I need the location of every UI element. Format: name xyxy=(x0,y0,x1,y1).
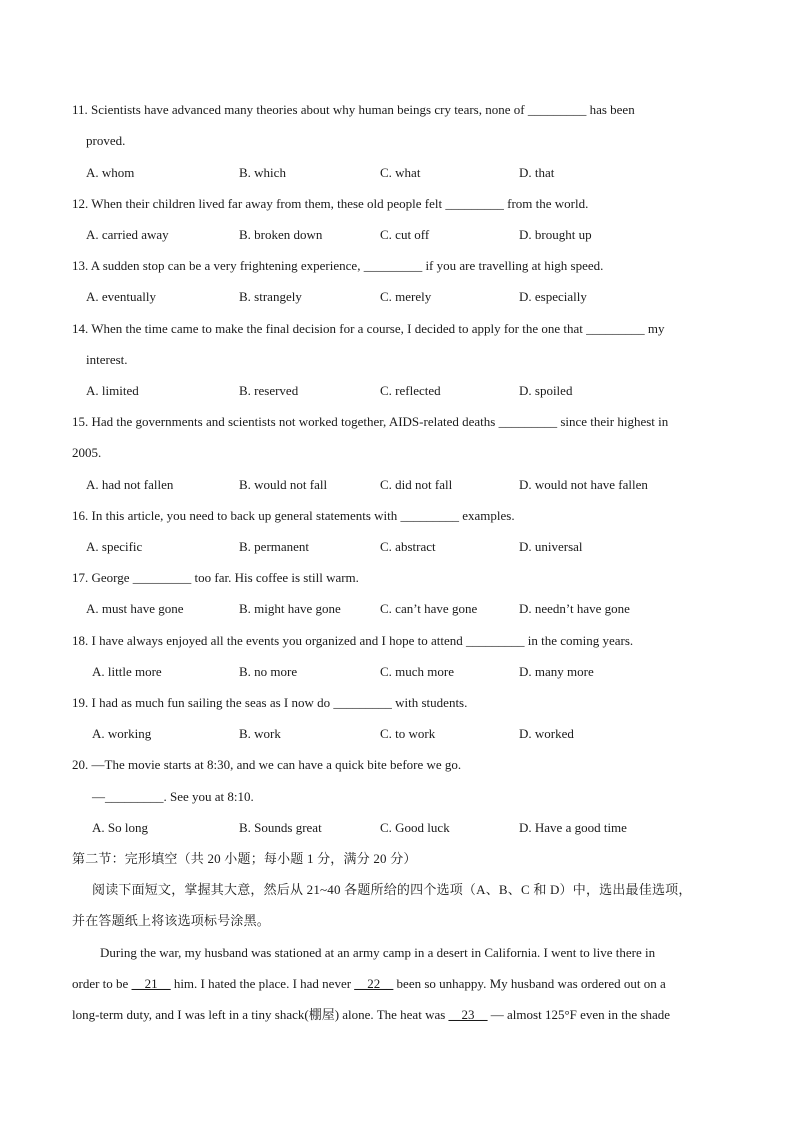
passage-text: him. I hated the place. I had never xyxy=(170,976,355,991)
question-15-option-b: B. would not fall xyxy=(239,477,328,492)
question-14-option-d: D. spoiled xyxy=(519,383,573,398)
question-20-stem: 20. —The movie starts at 8:30, and we can have a quick bite before we go. xyxy=(72,757,462,772)
question-19-option-b: B. work xyxy=(239,726,281,741)
passage-text: — almost 125°F even in the shade xyxy=(487,1007,671,1022)
question-19-option-d: D. worked xyxy=(519,726,574,741)
question-15-stem-continuation: 2005. xyxy=(72,445,102,460)
question-14-option-c: C. reflected xyxy=(380,383,441,398)
passage-line-2 xyxy=(72,975,666,993)
question-11-stem-continuation: proved. xyxy=(86,133,126,148)
question-11-option-a: A. whom xyxy=(86,165,135,180)
passage-text: long-term duty, and I was left in a tiny shack(棚屋) alone. The heat was xyxy=(72,1007,449,1022)
question-15-option-c: C. did not fall xyxy=(380,477,453,492)
question-18-option-b: B. no more xyxy=(239,664,298,679)
question-18-stem: 18. I have always enjoyed all the events you organized and I hope to attend _________ in the coming years. xyxy=(72,633,634,648)
question-20-option-d: D. Have a good time xyxy=(519,820,627,835)
question-17-option-d: D. needn’t have gone xyxy=(519,601,630,616)
section-heading: 第二节：完形填空（共 20 小题；每小题 1 分，满分 20 分） xyxy=(72,851,417,866)
question-14-option-b: B. reserved xyxy=(239,383,299,398)
question-11-option-b: B. which xyxy=(239,165,286,180)
question-15-stem: 15. Had the governments and scientists not worked together, AIDS-related deaths _________ since their highest in xyxy=(72,414,669,429)
question-12-option-b: B. broken down xyxy=(239,227,323,242)
cloze-blank-22: __22__ xyxy=(354,976,394,991)
question-16-option-b: B. permanent xyxy=(239,539,310,554)
question-13-option-b: B. strangely xyxy=(239,289,302,304)
question-14-option-a: A. limited xyxy=(86,383,139,398)
question-14-stem-continuation: interest. xyxy=(86,352,128,367)
question-11-stem: 11. Scientists have advanced many theories about why human beings cry tears, none of _________ has been xyxy=(72,102,635,117)
question-11-option-c: C. what xyxy=(380,165,421,180)
question-17-stem: 17. George _________ too far. His coffee is still warm. xyxy=(72,570,359,585)
question-20-stem-continuation: —_________. See you at 8:10. xyxy=(92,789,254,804)
question-12-option-a: A. carried away xyxy=(86,227,169,242)
cloze-blank-23: __23__ xyxy=(448,1007,488,1022)
question-15-option-a: A. had not fallen xyxy=(86,477,174,492)
question-17-option-b: B. might have gone xyxy=(239,601,341,616)
question-16-stem: 16. In this article, you need to back up general statements with _________ examples. xyxy=(72,508,515,523)
passage-line-1: During the war, my husband was stationed at an army camp in a desert in California. I went to live there in xyxy=(100,945,656,960)
passage-text: been so unhappy. My husband was ordered out on a xyxy=(393,976,666,991)
question-18-option-d: D. many more xyxy=(519,664,594,679)
section-instructions-line-2: 并在答题纸上将该选项标号涂黑。 xyxy=(72,913,271,928)
cloze-blank-21: __21__ xyxy=(131,976,171,991)
question-19-option-a: A. working xyxy=(92,726,152,741)
question-20-option-b: B. Sounds great xyxy=(239,820,322,835)
question-14-stem: 14. When the time came to make the final decision for a course, I decided to apply for the one that _________ my xyxy=(72,321,665,336)
passage-text: order to be xyxy=(72,976,132,991)
question-18-option-c: C. much more xyxy=(380,664,455,679)
passage-line-3 xyxy=(72,1006,670,1024)
question-12-option-c: C. cut off xyxy=(380,227,430,242)
question-15-option-d: D. would not have fallen xyxy=(519,477,648,492)
question-16-option-a: A. specific xyxy=(86,539,143,554)
question-17-option-a: A. must have gone xyxy=(86,601,184,616)
question-18-option-a: A. little more xyxy=(92,664,162,679)
question-17-option-c: C. can’t have gone xyxy=(380,601,478,616)
question-13-option-d: D. especially xyxy=(519,289,587,304)
question-13-option-a: A. eventually xyxy=(86,289,157,304)
section-instructions-line-1: 阅读下面短文，掌握其大意，然后从 21~40 各题所给的四个选项（A、B、C 和 D）中，选出最佳选项， xyxy=(92,882,692,897)
question-13-stem: 13. A sudden stop can be a very frightening experience, _________ if you are travelling at high speed. xyxy=(72,258,604,273)
question-11-option-d: D. that xyxy=(519,165,555,180)
question-13-option-c: C. merely xyxy=(380,289,432,304)
question-12-option-d: D. brought up xyxy=(519,227,592,242)
question-16-option-c: C. abstract xyxy=(380,539,436,554)
question-12-stem: 12. When their children lived far away from them, these old people felt _________ from the world. xyxy=(72,196,589,211)
question-19-option-c: C. to work xyxy=(380,726,436,741)
question-20-option-c: C. Good luck xyxy=(380,820,450,835)
question-20-option-a: A. So long xyxy=(92,820,148,835)
question-19-stem: 19. I had as much fun sailing the seas as I now do _________ with students. xyxy=(72,695,468,710)
question-16-option-d: D. universal xyxy=(519,539,583,554)
